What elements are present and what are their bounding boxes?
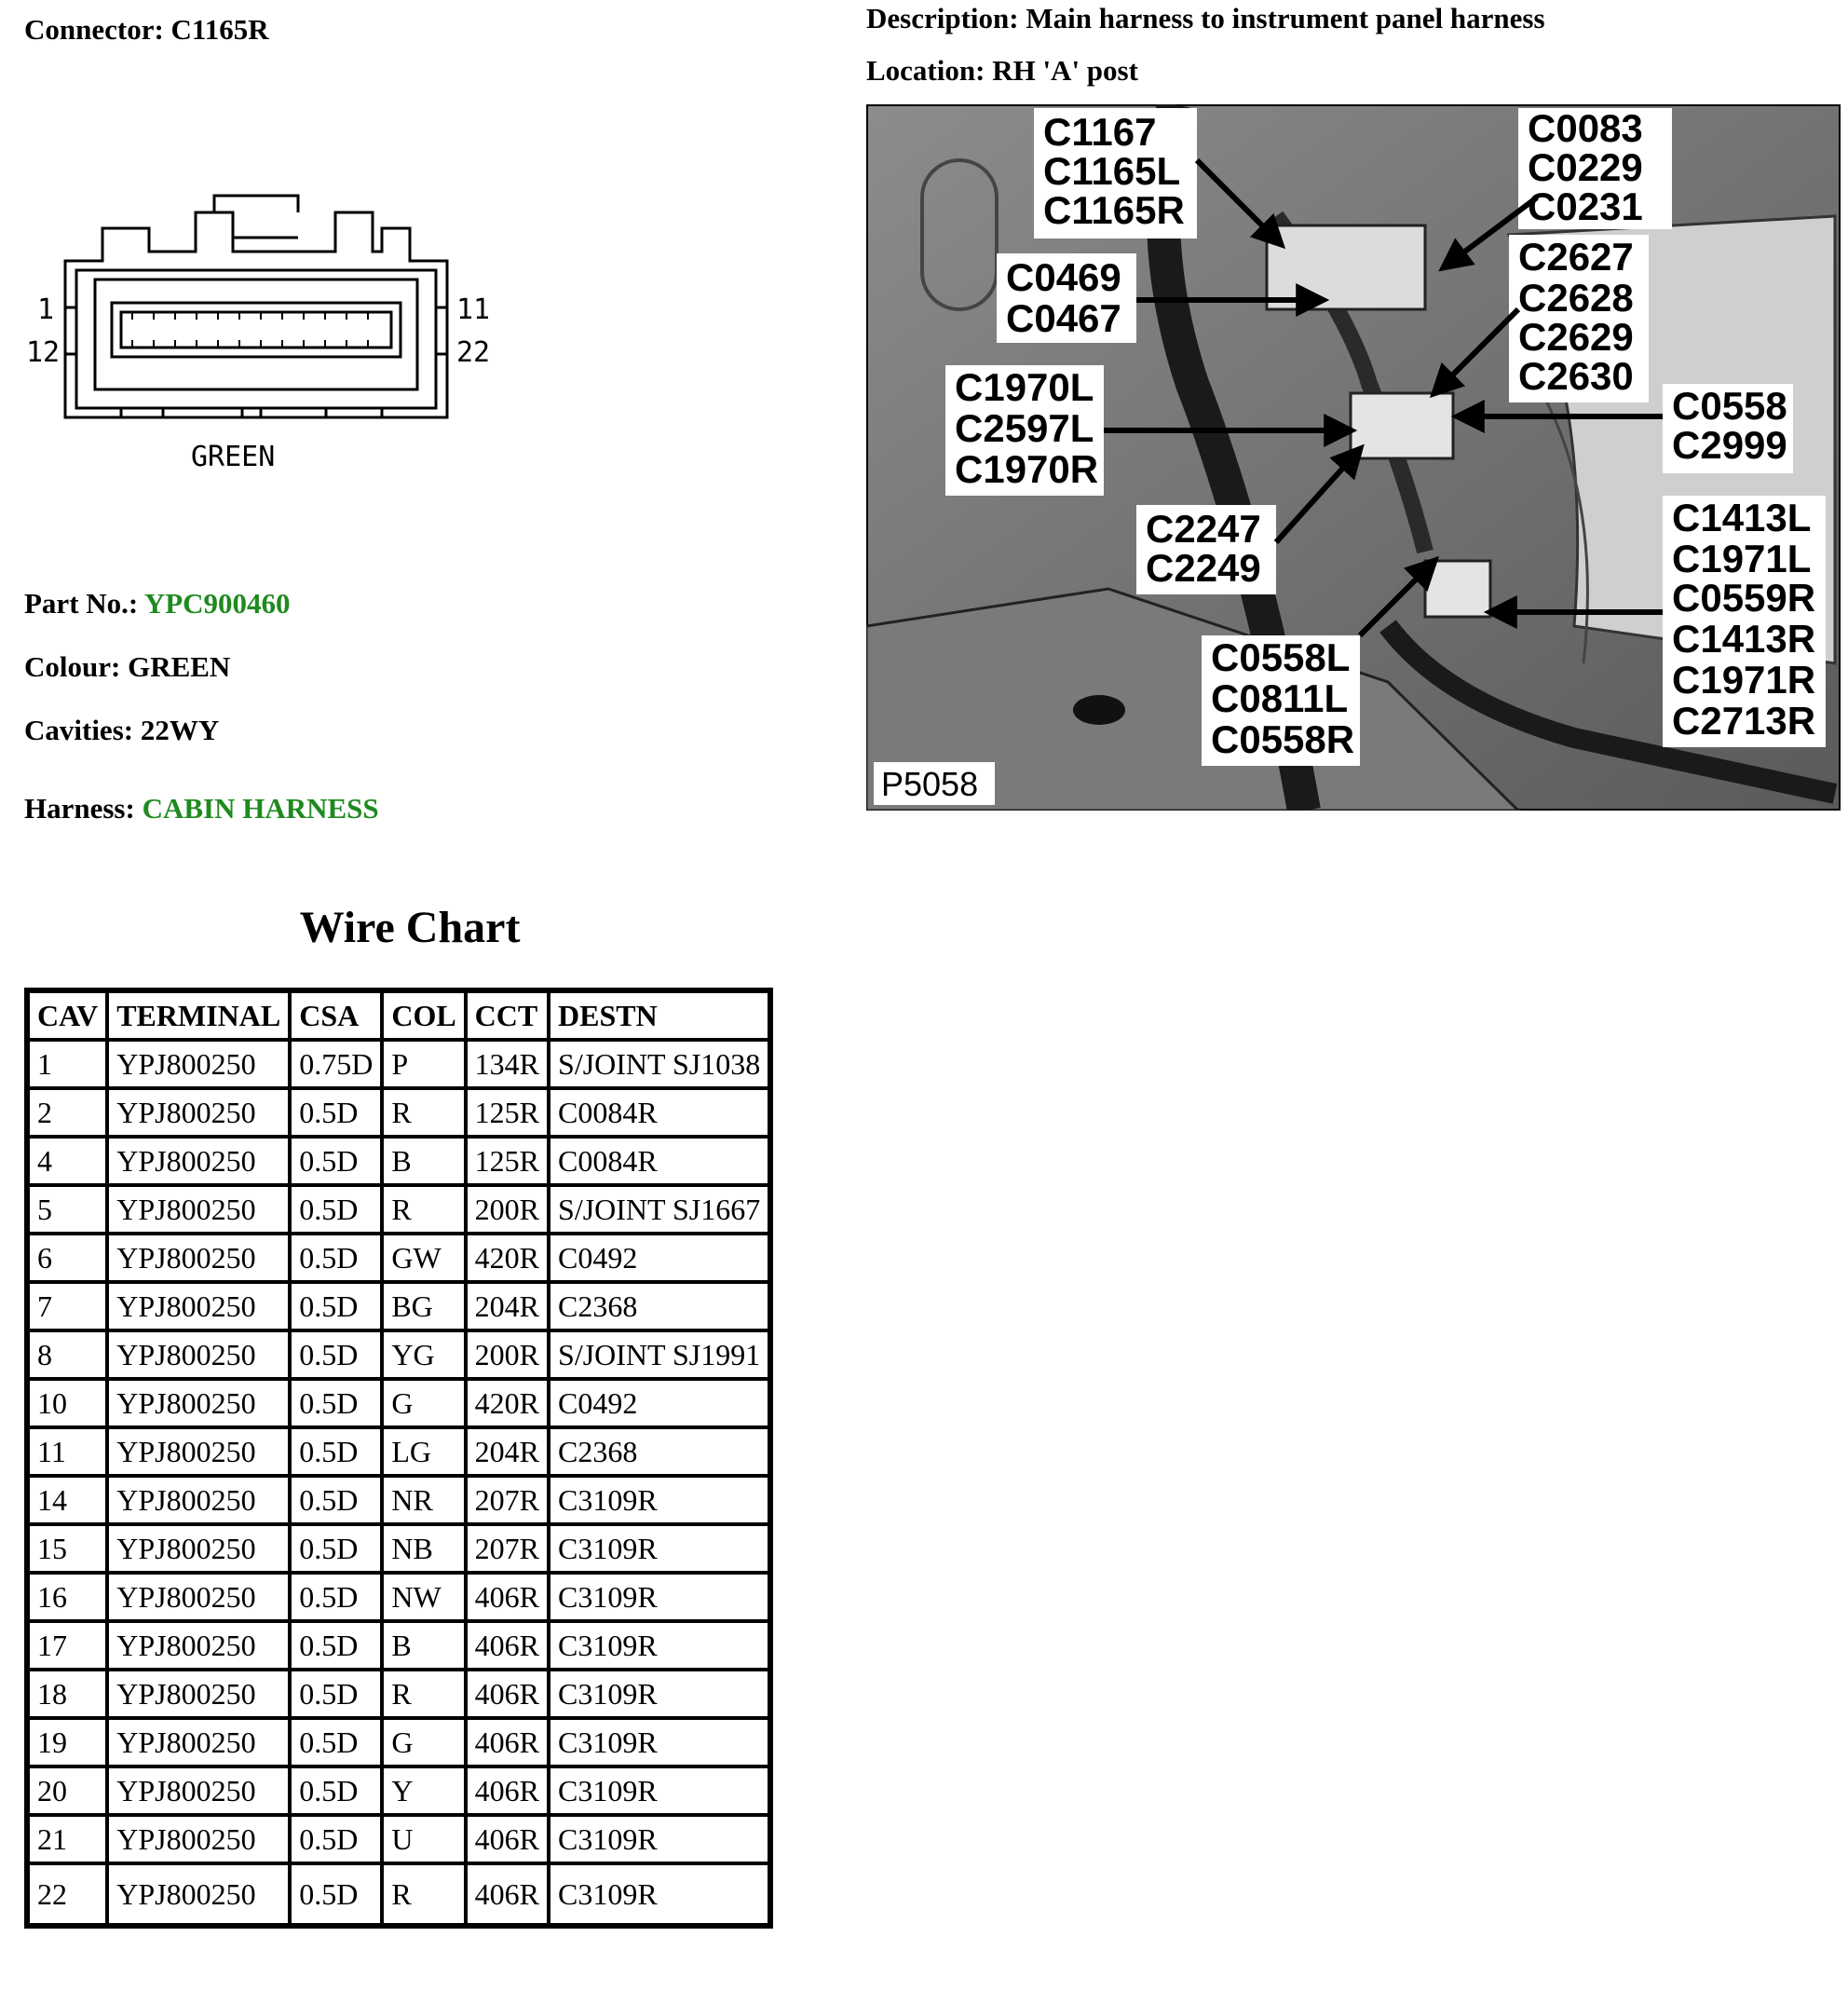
table-row bbox=[27, 1379, 770, 1427]
cell-cct: 406R bbox=[466, 1766, 549, 1815]
cell-csa: 0.5D bbox=[290, 1573, 382, 1621]
location-photo bbox=[866, 104, 1841, 811]
description-field bbox=[866, 2, 1545, 35]
cell-destn: C3109R bbox=[549, 1573, 770, 1621]
cell-cct: 125R bbox=[466, 1088, 549, 1137]
harness-label: Harness: bbox=[24, 792, 135, 825]
cell-terminal: YPJ800250 bbox=[107, 1863, 290, 1926]
callout-d-1: C2627 bbox=[1518, 235, 1634, 279]
header-destn: DESTN bbox=[549, 990, 770, 1040]
pin-label-22: 22 bbox=[456, 336, 491, 369]
cavities-label: Cavities: bbox=[24, 714, 134, 746]
cell-cav: 17 bbox=[27, 1621, 107, 1670]
location-value: RH 'A' post bbox=[992, 54, 1138, 87]
description-value: Main harness to instrument panel harness bbox=[1026, 2, 1545, 34]
cell-col: NW bbox=[382, 1573, 465, 1621]
wire-chart-title: Wire Chart bbox=[299, 903, 521, 952]
colour-field bbox=[24, 650, 230, 684]
header-cct: CCT bbox=[466, 990, 549, 1040]
table-row bbox=[27, 1718, 770, 1766]
cell-cct: 406R bbox=[466, 1670, 549, 1718]
cell-terminal: YPJ800250 bbox=[107, 1330, 290, 1379]
colour-label: Colour: bbox=[24, 650, 121, 683]
cell-col: LG bbox=[382, 1427, 465, 1476]
cell-cav: 4 bbox=[27, 1137, 107, 1185]
header-terminal: TERMINAL bbox=[107, 990, 290, 1040]
callout-c-1: C0469 bbox=[1006, 255, 1121, 299]
callout-a-2: C1165L bbox=[1043, 149, 1181, 193]
callout-h-5: C1971R bbox=[1672, 658, 1816, 702]
part-no-label: Part No.: bbox=[24, 587, 139, 620]
harness-field bbox=[24, 792, 379, 825]
cell-csa: 0.5D bbox=[290, 1427, 382, 1476]
cell-csa: 0.5D bbox=[290, 1718, 382, 1766]
cell-csa: 0.5D bbox=[290, 1330, 382, 1379]
table-row bbox=[27, 1815, 770, 1863]
table-row bbox=[27, 1234, 770, 1282]
table-row bbox=[27, 1427, 770, 1476]
part-no-field bbox=[24, 587, 291, 621]
cell-cct: 125R bbox=[466, 1137, 549, 1185]
cell-csa: 0.5D bbox=[290, 1379, 382, 1427]
pin-label-1: 1 bbox=[37, 293, 55, 326]
cell-cav: 2 bbox=[27, 1088, 107, 1137]
cell-cct: 406R bbox=[466, 1863, 549, 1926]
cell-col: R bbox=[382, 1863, 465, 1926]
callout-h-2: C1971L bbox=[1672, 537, 1812, 580]
callout-h-6: C2713R bbox=[1672, 699, 1816, 743]
table-row bbox=[27, 1766, 770, 1815]
callout-a-1: C1167 bbox=[1043, 110, 1157, 154]
cell-col: R bbox=[382, 1670, 465, 1718]
cell-destn: C3109R bbox=[549, 1718, 770, 1766]
cell-destn: S/JOINT SJ1991 bbox=[549, 1330, 770, 1379]
callout-e-2: C2597L bbox=[955, 406, 1094, 450]
connector-label: Connector: bbox=[24, 13, 164, 46]
pin-label-12: 12 bbox=[26, 336, 61, 369]
cell-cct: 200R bbox=[466, 1330, 549, 1379]
cell-cav: 21 bbox=[27, 1815, 107, 1863]
cell-destn: C2368 bbox=[549, 1427, 770, 1476]
connector-field bbox=[24, 13, 269, 47]
table-row bbox=[27, 1476, 770, 1524]
cell-cav: 15 bbox=[27, 1524, 107, 1573]
description-label: Description: bbox=[866, 2, 1019, 34]
cell-col: B bbox=[382, 1137, 465, 1185]
cell-cav: 22 bbox=[27, 1863, 107, 1926]
cell-terminal: YPJ800250 bbox=[107, 1088, 290, 1137]
colour-value: GREEN bbox=[128, 650, 231, 683]
table-row bbox=[27, 1863, 770, 1926]
cell-cav: 8 bbox=[27, 1330, 107, 1379]
cell-cct: 204R bbox=[466, 1427, 549, 1476]
cell-destn: S/JOINT SJ1038 bbox=[549, 1040, 770, 1088]
cell-csa: 0.5D bbox=[290, 1524, 382, 1573]
part-no-value[interactable]: YPC900460 bbox=[143, 587, 291, 620]
cell-col: P bbox=[382, 1040, 465, 1088]
table-row bbox=[27, 1137, 770, 1185]
table-row bbox=[27, 1621, 770, 1670]
cell-csa: 0.5D bbox=[290, 1185, 382, 1234]
cell-cav: 18 bbox=[27, 1670, 107, 1718]
cell-cct: 406R bbox=[466, 1718, 549, 1766]
callout-h-4: C1413R bbox=[1672, 617, 1816, 661]
cell-cav: 1 bbox=[27, 1040, 107, 1088]
header-cav: CAV bbox=[27, 990, 107, 1040]
cell-csa: 0.5D bbox=[290, 1088, 382, 1137]
cell-destn: C3109R bbox=[549, 1476, 770, 1524]
callout-i-2: C0811L bbox=[1211, 676, 1349, 720]
table-row bbox=[27, 1088, 770, 1137]
cell-col: BG bbox=[382, 1282, 465, 1330]
callout-b-3: C0231 bbox=[1528, 184, 1643, 228]
cell-csa: 0.5D bbox=[290, 1282, 382, 1330]
cell-col: GW bbox=[382, 1234, 465, 1282]
connector-value: C1165R bbox=[170, 13, 269, 46]
callout-g-1: C2247 bbox=[1146, 507, 1261, 551]
cell-cav: 16 bbox=[27, 1573, 107, 1621]
cell-destn: S/JOINT SJ1667 bbox=[549, 1185, 770, 1234]
table-row bbox=[27, 1282, 770, 1330]
cell-terminal: YPJ800250 bbox=[107, 1040, 290, 1088]
cell-csa: 0.5D bbox=[290, 1766, 382, 1815]
cell-csa: 0.5D bbox=[290, 1476, 382, 1524]
cell-destn: C3109R bbox=[549, 1524, 770, 1573]
cavities-field bbox=[24, 714, 219, 747]
cell-cav: 5 bbox=[27, 1185, 107, 1234]
table-row bbox=[27, 1330, 770, 1379]
table-row bbox=[27, 1573, 770, 1621]
callout-c-2: C0467 bbox=[1006, 296, 1121, 340]
cell-col: G bbox=[382, 1379, 465, 1427]
callout-f-1: C0558 bbox=[1672, 384, 1787, 428]
cell-cct: 200R bbox=[466, 1185, 549, 1234]
table-row bbox=[27, 1185, 770, 1234]
header-col: COL bbox=[382, 990, 465, 1040]
cell-terminal: YPJ800250 bbox=[107, 1670, 290, 1718]
callout-d-4: C2630 bbox=[1518, 354, 1634, 398]
cell-terminal: YPJ800250 bbox=[107, 1185, 290, 1234]
cell-terminal: YPJ800250 bbox=[107, 1815, 290, 1863]
cell-destn: C2368 bbox=[549, 1282, 770, 1330]
header-csa: CSA bbox=[290, 990, 382, 1040]
cell-col: YG bbox=[382, 1330, 465, 1379]
wire-chart-table bbox=[24, 988, 773, 1929]
cell-cav: 6 bbox=[27, 1234, 107, 1282]
connector-face-diagram bbox=[19, 186, 503, 494]
callout-b-1: C0083 bbox=[1528, 106, 1643, 150]
location-field bbox=[866, 54, 1138, 88]
cell-terminal: YPJ800250 bbox=[107, 1282, 290, 1330]
cell-terminal: YPJ800250 bbox=[107, 1427, 290, 1476]
callout-g-2: C2249 bbox=[1146, 546, 1261, 590]
cell-destn: C0492 bbox=[549, 1234, 770, 1282]
cell-cct: 406R bbox=[466, 1815, 549, 1863]
cell-cct: 420R bbox=[466, 1234, 549, 1282]
cell-cav: 7 bbox=[27, 1282, 107, 1330]
cell-destn: C3109R bbox=[549, 1815, 770, 1863]
cell-terminal: YPJ800250 bbox=[107, 1476, 290, 1524]
cell-terminal: YPJ800250 bbox=[107, 1766, 290, 1815]
callout-e-3: C1970R bbox=[955, 447, 1099, 491]
cell-destn: C0084R bbox=[549, 1088, 770, 1137]
cell-col: NR bbox=[382, 1476, 465, 1524]
table-row bbox=[27, 1524, 770, 1573]
cell-cav: 19 bbox=[27, 1718, 107, 1766]
cell-col: R bbox=[382, 1088, 465, 1137]
cell-destn: C3109R bbox=[549, 1863, 770, 1926]
cavities-value: 22WY bbox=[140, 714, 220, 746]
cell-cav: 20 bbox=[27, 1766, 107, 1815]
harness-value[interactable]: CABIN HARNESS bbox=[142, 792, 379, 825]
cell-terminal: YPJ800250 bbox=[107, 1379, 290, 1427]
cell-terminal: YPJ800250 bbox=[107, 1524, 290, 1573]
callout-b-2: C0229 bbox=[1528, 145, 1643, 189]
cell-csa: 0.75D bbox=[290, 1040, 382, 1088]
cell-destn: C3109R bbox=[549, 1621, 770, 1670]
callout-h-1: C1413L bbox=[1672, 496, 1812, 539]
cell-cct: 207R bbox=[466, 1524, 549, 1573]
cell-cct: 134R bbox=[466, 1040, 549, 1088]
cell-col: G bbox=[382, 1718, 465, 1766]
cell-cct: 406R bbox=[466, 1573, 549, 1621]
cell-terminal: YPJ800250 bbox=[107, 1137, 290, 1185]
cell-cav: 10 bbox=[27, 1379, 107, 1427]
cell-csa: 0.5D bbox=[290, 1863, 382, 1926]
photo-reference: P5058 bbox=[881, 765, 979, 803]
diagram-colour-label: GREEN bbox=[191, 441, 276, 473]
cell-csa: 0.5D bbox=[290, 1815, 382, 1863]
cell-csa: 0.5D bbox=[290, 1621, 382, 1670]
cell-cct: 420R bbox=[466, 1379, 549, 1427]
table-header-row bbox=[27, 990, 770, 1040]
callout-a-3: C1165R bbox=[1043, 188, 1185, 232]
callout-f-2: C2999 bbox=[1672, 423, 1787, 467]
callout-e-1: C1970L bbox=[955, 365, 1094, 409]
cell-col: U bbox=[382, 1815, 465, 1863]
cell-terminal: YPJ800250 bbox=[107, 1234, 290, 1282]
callout-d-3: C2629 bbox=[1518, 315, 1634, 359]
cell-cct: 406R bbox=[466, 1621, 549, 1670]
cell-col: R bbox=[382, 1185, 465, 1234]
cell-destn: C3109R bbox=[549, 1670, 770, 1718]
cell-csa: 0.5D bbox=[290, 1137, 382, 1185]
callout-i-3: C0558R bbox=[1211, 717, 1355, 761]
table-row bbox=[27, 1040, 770, 1088]
location-label: Location: bbox=[866, 54, 985, 87]
pin-label-11: 11 bbox=[456, 293, 491, 326]
cell-cct: 207R bbox=[466, 1476, 549, 1524]
cell-destn: C0492 bbox=[549, 1379, 770, 1427]
cell-cav: 14 bbox=[27, 1476, 107, 1524]
cell-terminal: YPJ800250 bbox=[107, 1573, 290, 1621]
cell-terminal: YPJ800250 bbox=[107, 1621, 290, 1670]
cell-destn: C3109R bbox=[549, 1766, 770, 1815]
cell-terminal: YPJ800250 bbox=[107, 1718, 290, 1766]
cell-col: B bbox=[382, 1621, 465, 1670]
cell-col: Y bbox=[382, 1766, 465, 1815]
cell-destn: C0084R bbox=[549, 1137, 770, 1185]
cell-col: NB bbox=[382, 1524, 465, 1573]
callout-d-2: C2628 bbox=[1518, 276, 1634, 320]
callout-h-3: C0559R bbox=[1672, 576, 1816, 620]
cell-csa: 0.5D bbox=[290, 1670, 382, 1718]
cell-csa: 0.5D bbox=[290, 1234, 382, 1282]
callout-i-1: C0558L bbox=[1211, 635, 1351, 679]
table-row bbox=[27, 1670, 770, 1718]
cell-cav: 11 bbox=[27, 1427, 107, 1476]
cell-cct: 204R bbox=[466, 1282, 549, 1330]
